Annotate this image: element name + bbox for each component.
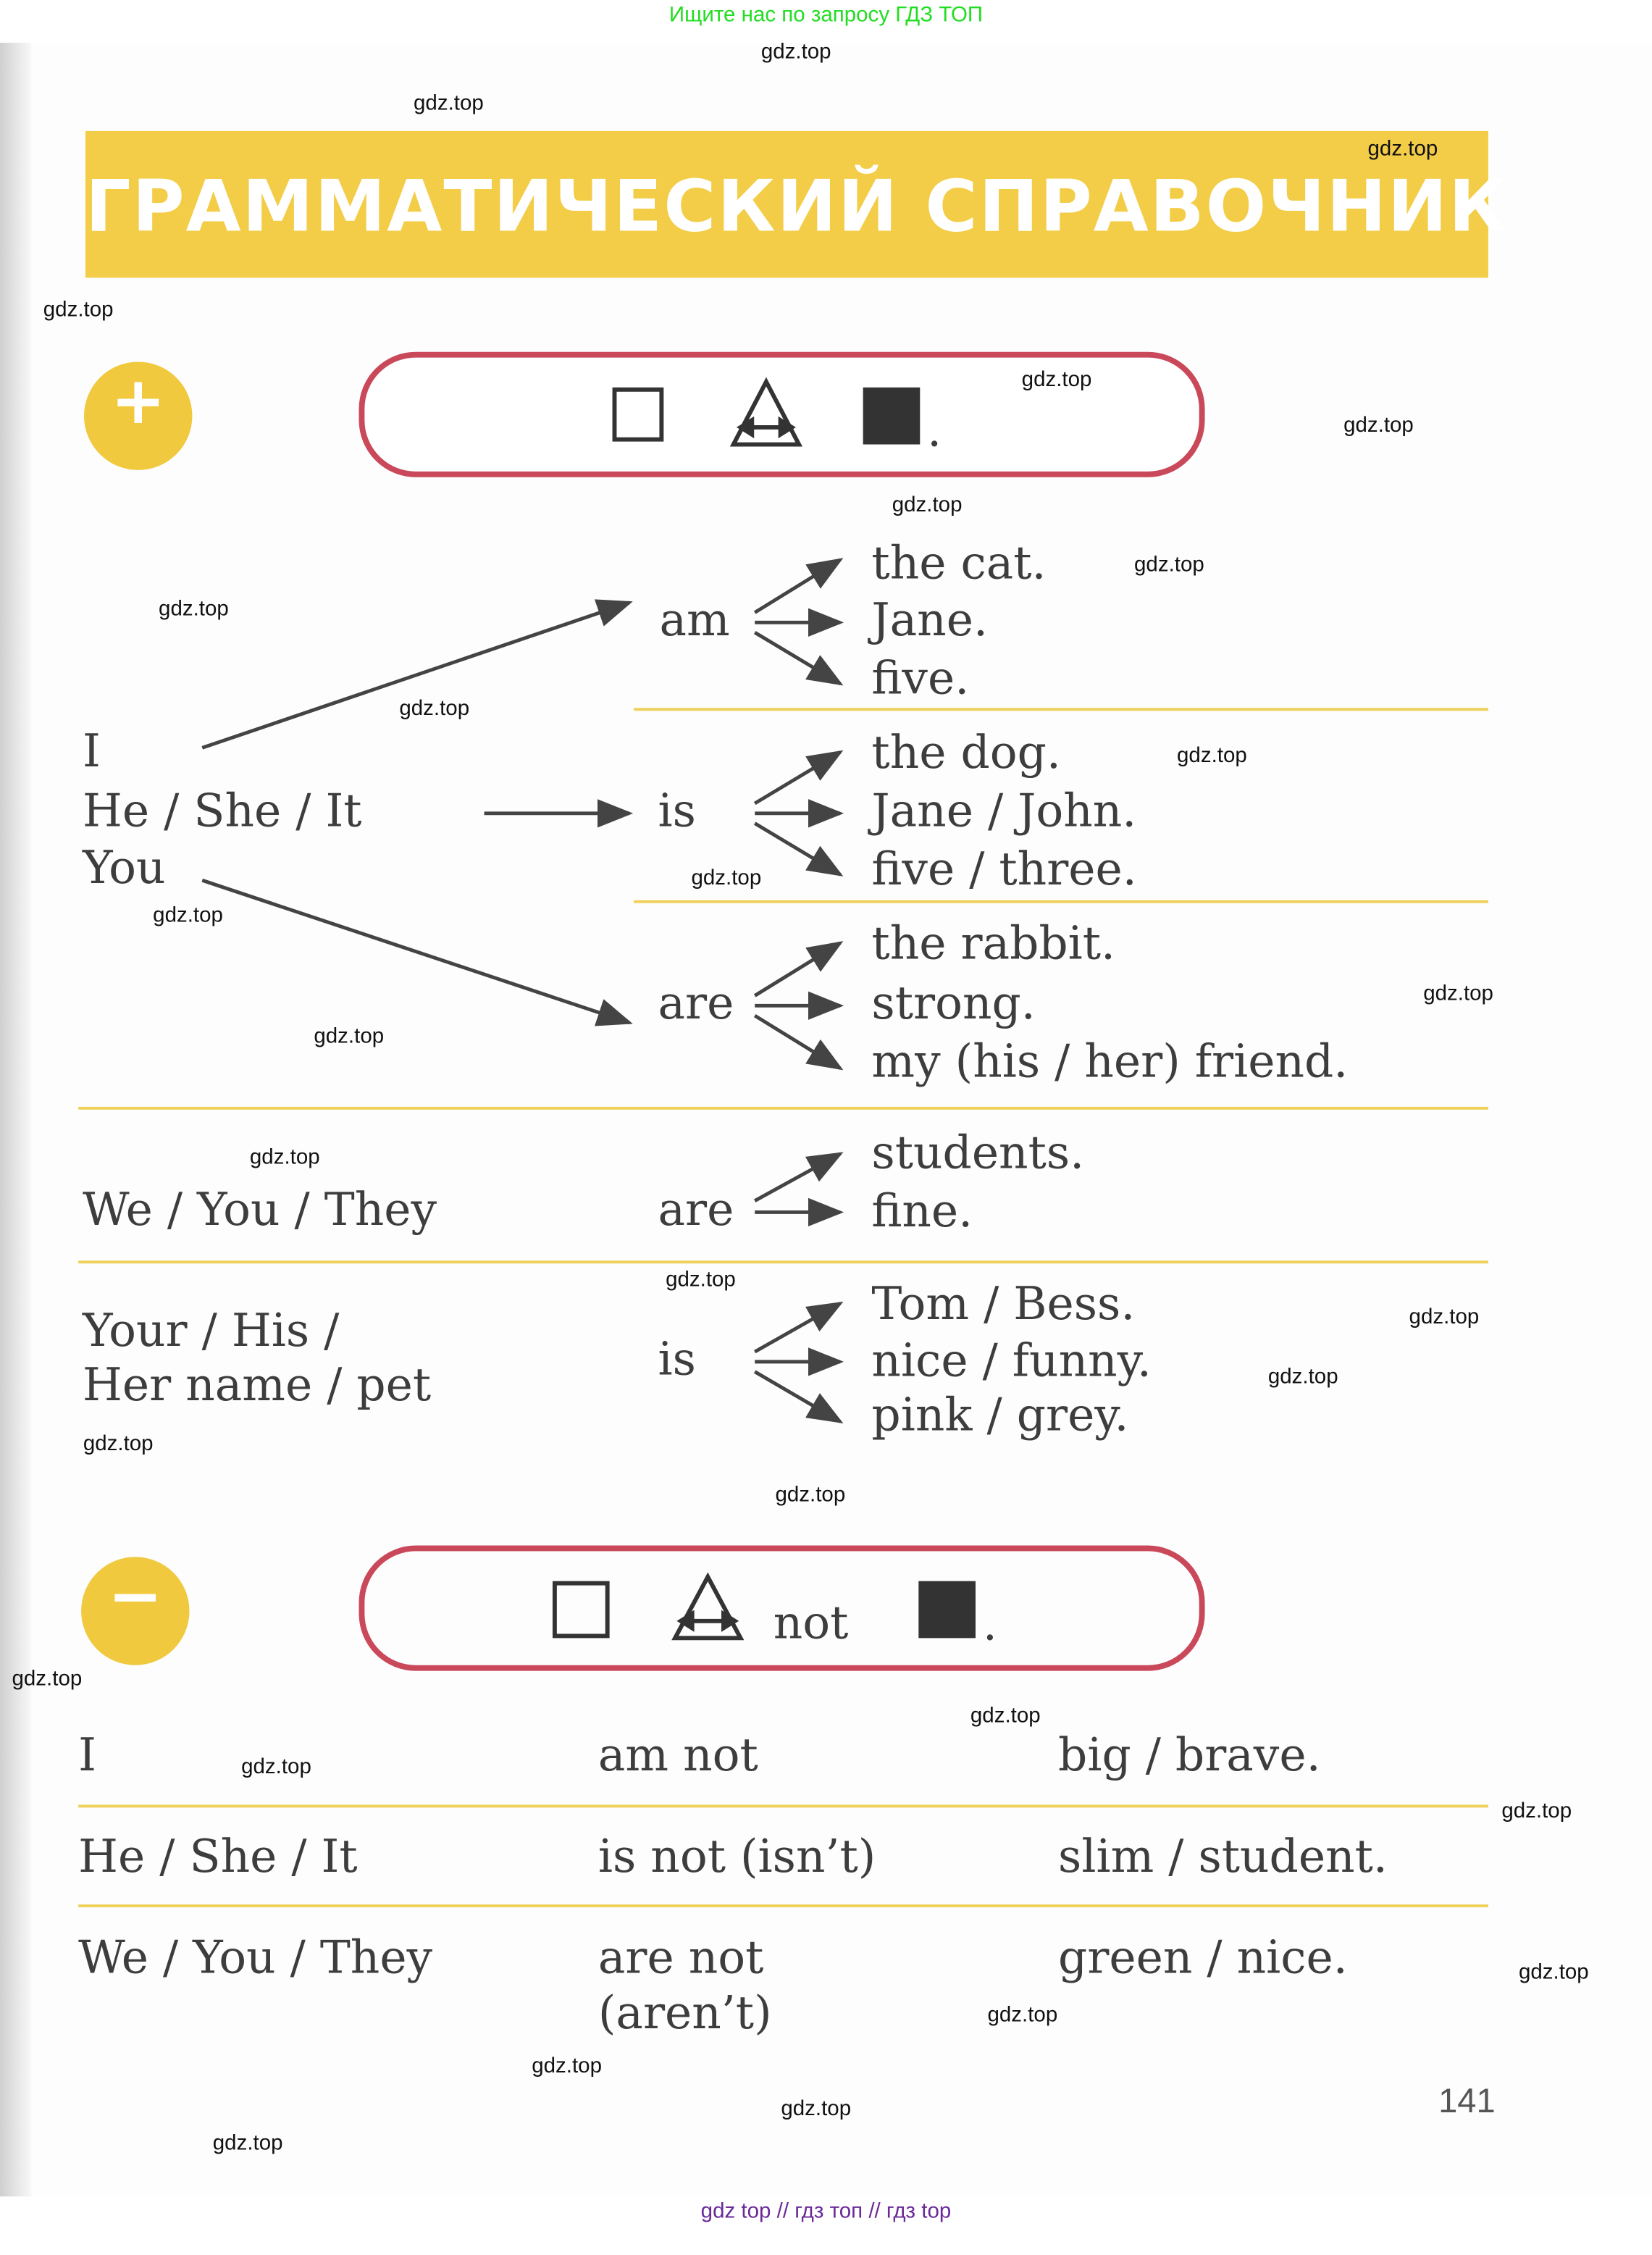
verb-am: am [659, 593, 730, 647]
watermark: gdz.top [970, 1703, 1041, 1728]
arrow [755, 1154, 840, 1201]
complement: nice / funny. [871, 1333, 1152, 1388]
verb-is: is [658, 783, 696, 838]
watermark: gdz.top [775, 1483, 846, 1507]
watermark: gdz.top [1409, 1305, 1480, 1329]
complement: fine. [871, 1184, 973, 1238]
page-title: ГРАММАТИЧЕСКИЙ СПРАВОЧНИК [85, 165, 1509, 248]
watermark: gdz.top [1021, 367, 1092, 392]
complement: five / three. [871, 842, 1137, 896]
watermark: gdz.top [760, 40, 831, 64]
subject-square-icon [553, 1581, 610, 1639]
complement: Jane / John. [871, 783, 1137, 838]
footer-note[interactable]: gdz top // гдз топ // гдз top [700, 2199, 952, 2224]
arrow [202, 603, 629, 748]
watermark: gdz.top [1518, 1959, 1589, 1985]
complement: pink / grey. [871, 1387, 1129, 1442]
verb-are: are [658, 1182, 734, 1237]
arrow [755, 632, 840, 684]
neg-verb: is not (isn’t) [598, 1828, 876, 1883]
arrow [755, 943, 840, 996]
watermark: gdz.top [241, 1754, 311, 1780]
header-note[interactable]: Ищите нас по запросу ГДЗ ТОП [668, 2, 984, 28]
complement: Jane. [871, 593, 988, 647]
watermark: gdz.top [314, 1024, 385, 1049]
neg-verb: are not [598, 1930, 764, 1985]
watermark: gdz.top [1423, 981, 1493, 1006]
subject-your-his: Your / His / [83, 1303, 340, 1357]
scheme-not: not [773, 1595, 849, 1650]
watermark: gdz.top [1367, 136, 1438, 162]
watermark: gdz.top [12, 1666, 83, 1691]
watermark: gdz.top [987, 2002, 1058, 2028]
neg-complement: green / nice. [1058, 1930, 1348, 1985]
verb-is: is [658, 1331, 696, 1386]
neg-subject: He / She / It [78, 1828, 358, 1883]
watermark: gdz.top [249, 1145, 320, 1170]
arrow [755, 752, 840, 803]
neg-verb: am not [598, 1728, 758, 1782]
neg-complement: slim / student. [1058, 1828, 1388, 1883]
complement: the dog. [871, 724, 1061, 779]
watermark: gdz.top [892, 493, 963, 517]
subject-we-you-they: We / You / They [83, 1182, 437, 1237]
subject-her-name-pet: Her name / pet [83, 1357, 432, 1412]
plus-icon: + [110, 361, 166, 439]
minus-icon: − [107, 1557, 163, 1634]
complement: Tom / Bess. [871, 1276, 1136, 1331]
minus-badge [81, 1557, 189, 1665]
arrow [755, 1016, 840, 1068]
complement: students. [871, 1125, 1085, 1180]
divider [78, 1904, 1488, 1907]
arrow [755, 824, 840, 875]
watermark: gdz.top [414, 91, 484, 116]
watermark: gdz.top [159, 596, 229, 622]
watermark: gdz.top [153, 903, 223, 928]
subject-i: I [83, 723, 101, 778]
watermark: gdz.top [212, 2130, 283, 2156]
neg-subject: I [78, 1728, 97, 1782]
complement-square-icon [918, 1581, 976, 1639]
complement: strong. [871, 975, 1036, 1030]
watermark: gdz.top [399, 696, 470, 721]
watermark: gdz.top [83, 1431, 154, 1456]
scheme-period: . [927, 403, 942, 458]
divider [78, 1804, 1488, 1807]
page-number: 141 [1438, 2082, 1496, 2121]
verb-are: are [658, 975, 734, 1030]
subject-he-she-it: He / She / It [83, 783, 362, 838]
complement: five. [871, 650, 970, 706]
scheme-period: . [982, 1597, 997, 1652]
arrow [755, 1372, 840, 1422]
arrow [755, 1303, 840, 1352]
watermark: gdz.top [43, 297, 114, 322]
complement: the rabbit. [871, 916, 1116, 971]
watermark: gdz.top [1134, 552, 1204, 577]
watermark: gdz.top [532, 2054, 603, 2078]
watermark: gdz.top [1177, 743, 1247, 768]
neg-verb-short: (aren’t) [598, 1986, 772, 2040]
watermark: gdz.top [691, 866, 762, 890]
complement: the cat. [871, 535, 1047, 590]
watermark: gdz.top [1501, 1799, 1572, 1823]
arrow [202, 880, 629, 1023]
neg-complement: big / brave. [1058, 1728, 1321, 1782]
watermark: gdz.top [781, 2096, 852, 2121]
subject-you: You [83, 840, 166, 895]
watermark: gdz.top [666, 1268, 736, 1292]
neg-subject: We / You / They [78, 1930, 433, 1985]
watermark: gdz.top [1267, 1364, 1338, 1389]
complement: my (his / her) friend. [871, 1034, 1349, 1089]
watermark: gdz.top [1343, 413, 1414, 438]
arrow [755, 560, 840, 613]
